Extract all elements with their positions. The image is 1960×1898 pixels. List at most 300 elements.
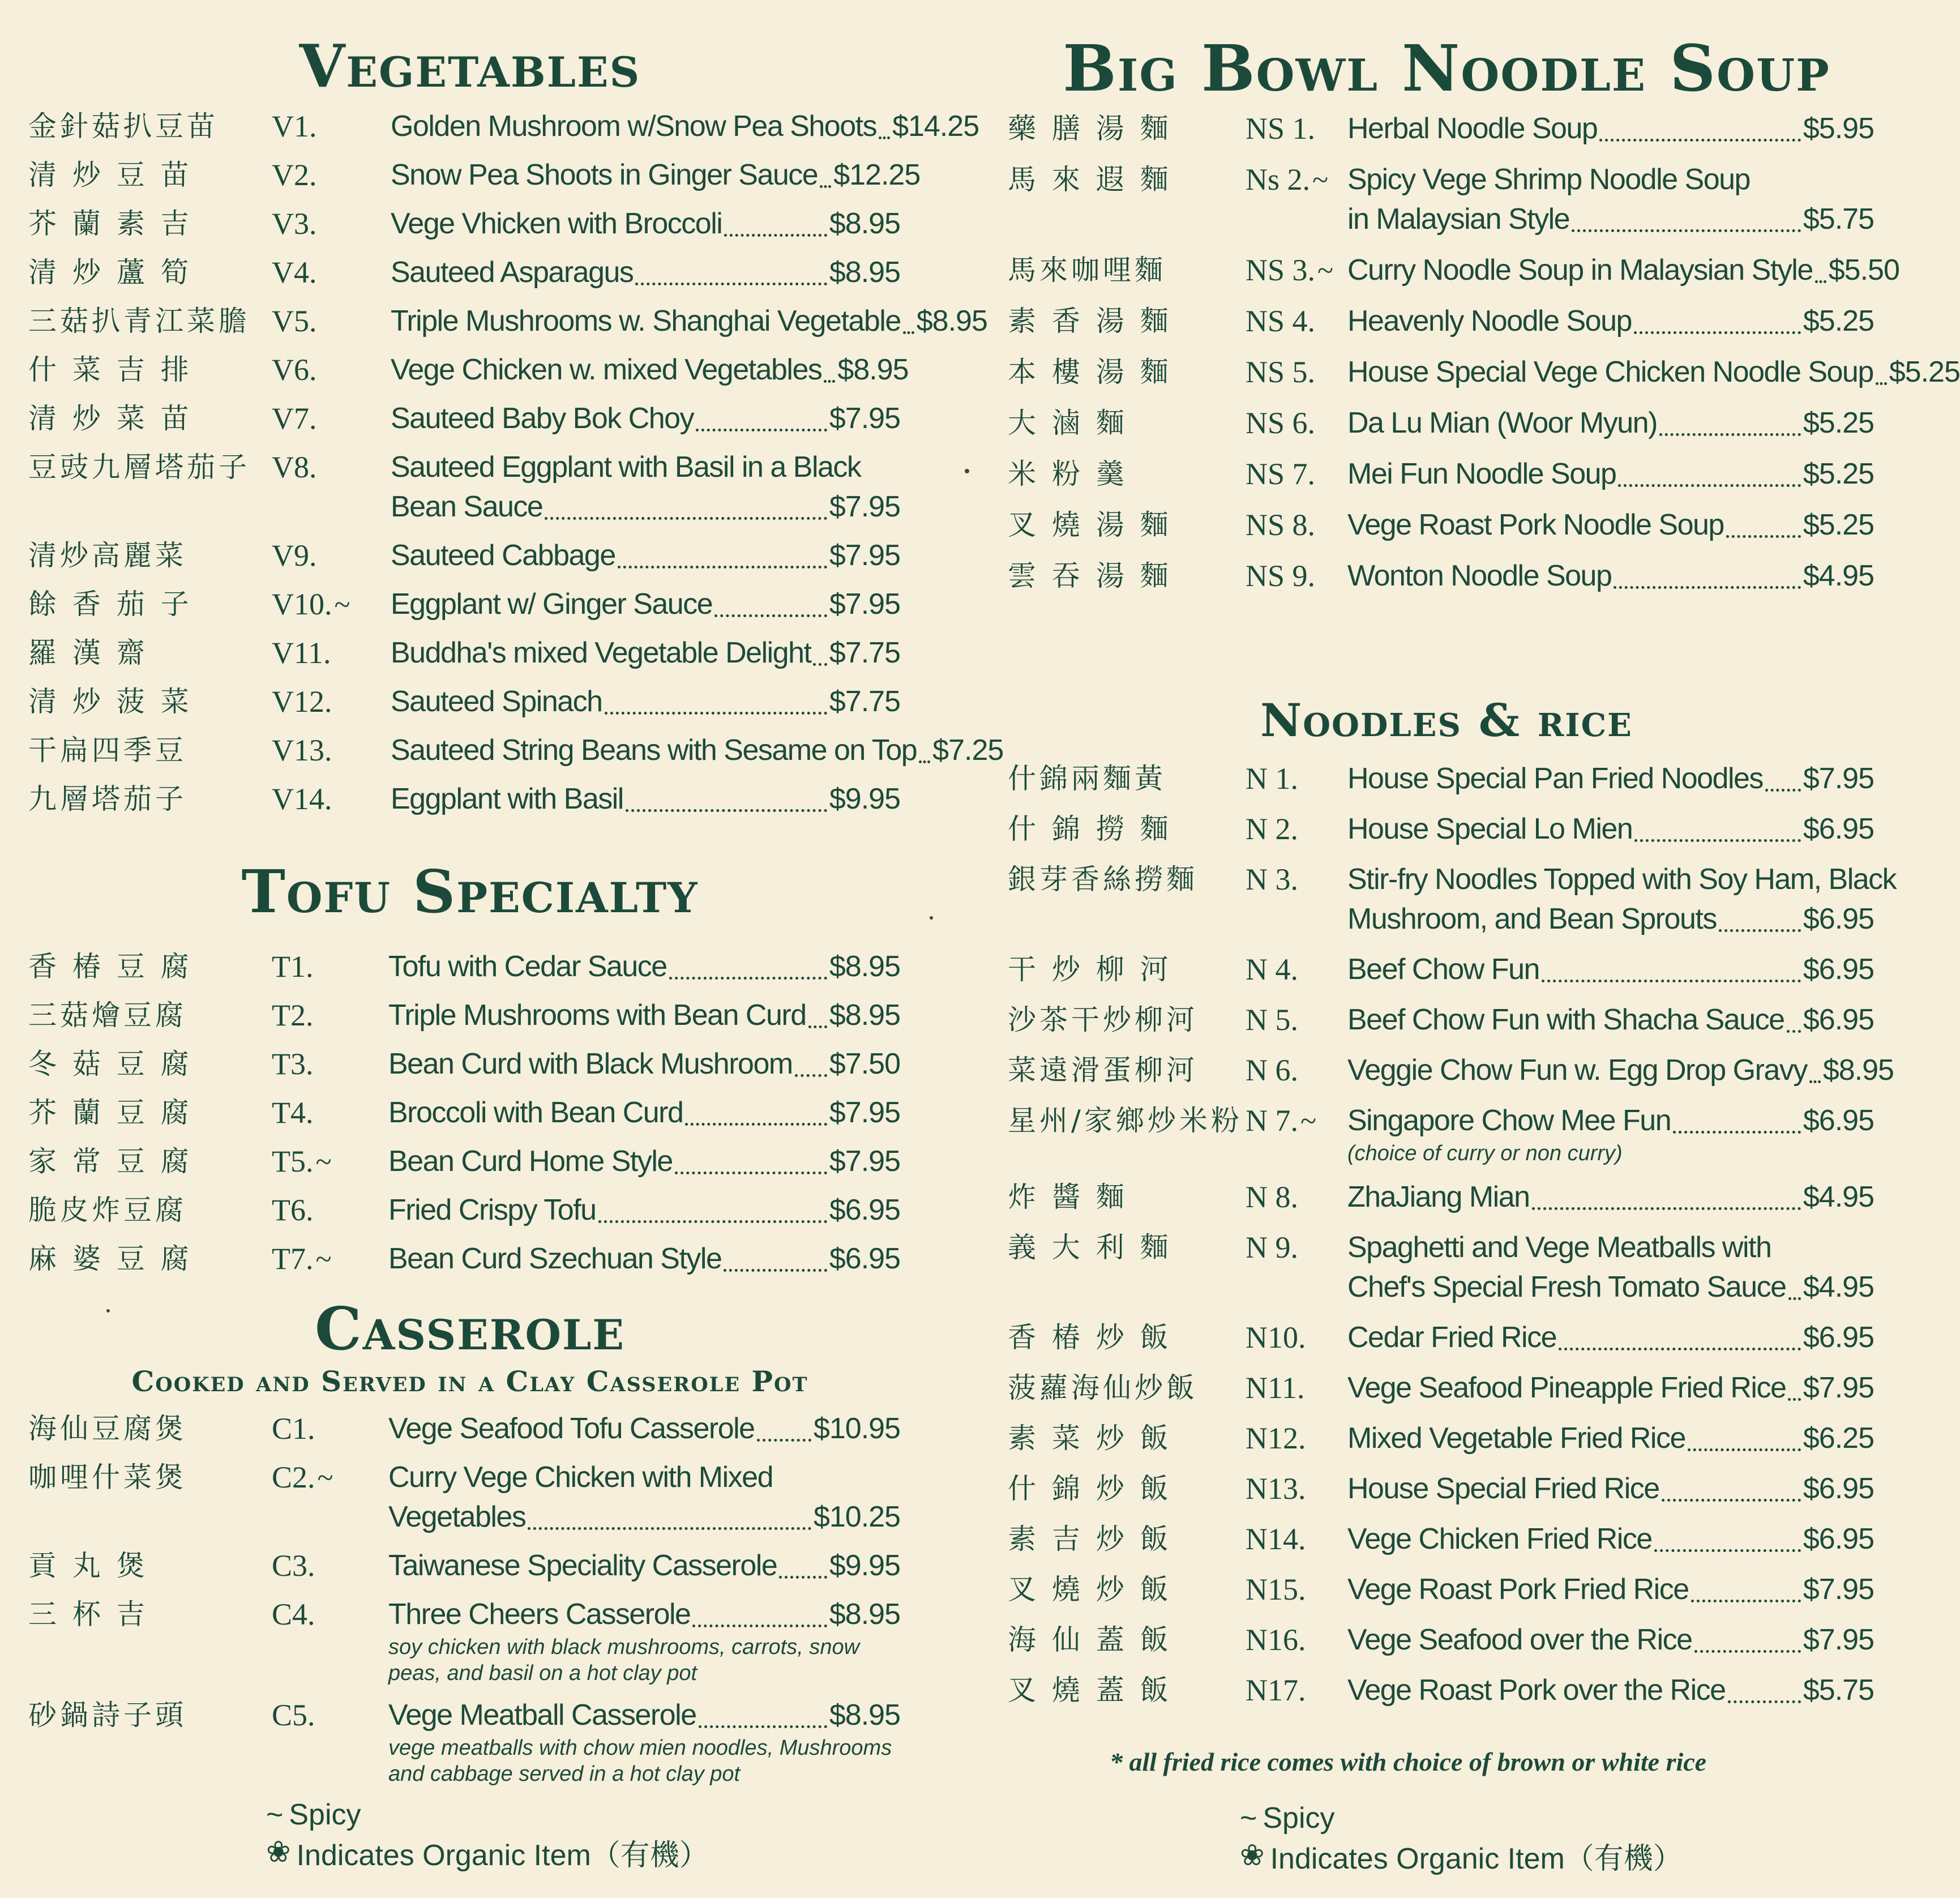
item-code bbox=[1246, 160, 1347, 200]
item-price: $14.25 bbox=[892, 110, 979, 143]
item-name: Vege Chicken Fried Rice bbox=[1347, 1523, 1652, 1555]
item-code-text: NS 8. bbox=[1246, 508, 1316, 542]
item-line bbox=[391, 447, 900, 487]
item-code bbox=[1246, 759, 1347, 798]
item-code-text: C4. bbox=[272, 1597, 315, 1631]
item-code bbox=[272, 1457, 388, 1498]
item-code-text: NS 1. bbox=[1246, 112, 1316, 146]
item-code bbox=[272, 253, 391, 292]
item-name: Bean Curd with Black Mushroom bbox=[388, 1048, 793, 1080]
item-code-text: N 6. bbox=[1246, 1053, 1298, 1087]
item-code-text: T3. bbox=[272, 1047, 314, 1081]
item-price: $9.95 bbox=[829, 1549, 900, 1582]
item-code-text: N12. bbox=[1246, 1421, 1306, 1455]
item-code-text: NS 7. bbox=[1246, 457, 1316, 491]
dot-leader bbox=[724, 234, 827, 237]
menu-item bbox=[1008, 860, 1897, 939]
item-code-text: NS 9. bbox=[1246, 559, 1316, 593]
item-name: Mixed Vegetable Fried Rice bbox=[1347, 1422, 1685, 1455]
item-code-text: T1. bbox=[272, 950, 314, 984]
item-description bbox=[1347, 352, 1960, 392]
item-code bbox=[1246, 301, 1347, 341]
item-line bbox=[1347, 1050, 1894, 1090]
item-price: $10.95 bbox=[813, 1412, 900, 1445]
item-description bbox=[1347, 109, 1874, 148]
menu-item bbox=[28, 1239, 900, 1280]
menu-item bbox=[28, 1695, 900, 1787]
dot-leader bbox=[1673, 1131, 1801, 1134]
item-description bbox=[388, 1190, 900, 1230]
item-description bbox=[388, 1695, 900, 1787]
item-chinese-name: 三菇扒青江菜膽 bbox=[28, 305, 250, 337]
item-code bbox=[272, 1142, 388, 1182]
item-code-text: N 9. bbox=[1246, 1230, 1298, 1264]
item-code-text: N14. bbox=[1246, 1522, 1306, 1556]
item-description bbox=[391, 633, 900, 673]
item-line bbox=[391, 253, 900, 292]
item-line bbox=[388, 1239, 900, 1279]
item-description bbox=[1347, 1620, 1874, 1660]
item-line bbox=[1347, 1228, 1874, 1267]
item-code bbox=[1246, 403, 1347, 443]
item-chinese-name: 清 炒 菠 菜 bbox=[28, 685, 192, 718]
item-code-text: T2. bbox=[272, 998, 314, 1032]
item-code bbox=[1246, 352, 1347, 392]
dot-leader bbox=[1618, 484, 1800, 487]
menu-item bbox=[1008, 556, 1874, 596]
item-name: Fried Crispy Tofu bbox=[388, 1194, 596, 1226]
dot-leader bbox=[1787, 1030, 1801, 1033]
vegetables-title: Vegetables bbox=[299, 31, 641, 101]
item-line bbox=[391, 633, 900, 673]
menu-item bbox=[28, 155, 921, 195]
menu-item bbox=[28, 399, 900, 438]
item-description bbox=[388, 947, 900, 986]
item-price: $5.95 bbox=[1803, 112, 1874, 145]
menu-item bbox=[28, 779, 900, 819]
paper-speck bbox=[965, 469, 969, 473]
dot-leader bbox=[626, 809, 827, 812]
menu-item bbox=[28, 1142, 900, 1182]
item-name: Vege Meatball Casserole bbox=[388, 1699, 696, 1732]
item-price: $6.25 bbox=[1803, 1422, 1874, 1455]
dot-leader bbox=[618, 566, 827, 568]
item-code-text: V7. bbox=[272, 401, 317, 435]
item-name: Vege Vhicken with Broccoli bbox=[391, 207, 722, 240]
item-code bbox=[1246, 250, 1347, 291]
item-name: Heavenly Noodle Soup bbox=[1347, 305, 1632, 337]
item-chinese-name: 菜遠滑蛋柳河 bbox=[1008, 1054, 1198, 1087]
item-price: $7.95 bbox=[829, 490, 900, 523]
item-name: Sauteed Asparagus bbox=[391, 256, 634, 289]
item-code bbox=[272, 399, 391, 438]
item-price: $8.95 bbox=[829, 950, 900, 983]
legend-organic-label: Indicates Organic Item（有機） bbox=[1270, 1842, 1683, 1875]
legend-spicy bbox=[266, 1796, 709, 1833]
item-chinese-name: 砂鍋詩子頭 bbox=[28, 1699, 187, 1732]
item-price: $7.95 bbox=[1803, 762, 1874, 795]
fried-rice-footnote: * all fried rice comes with choice of brown or white rice bbox=[1110, 1747, 1707, 1776]
item-description bbox=[1347, 556, 1874, 596]
menu-item bbox=[28, 301, 987, 341]
menu-item bbox=[1008, 759, 1874, 798]
item-code bbox=[272, 1595, 388, 1634]
item-line bbox=[1347, 403, 1874, 443]
item-line bbox=[1347, 352, 1960, 392]
item-code-text: NS 4. bbox=[1246, 304, 1316, 338]
item-code-text: NS 3. bbox=[1246, 253, 1316, 287]
item-line bbox=[1347, 1267, 1874, 1307]
item-price: $6.95 bbox=[1803, 1523, 1874, 1555]
menu-item bbox=[28, 106, 979, 146]
item-chinese-name: 三菇燴豆腐 bbox=[28, 999, 187, 1032]
item-code bbox=[1246, 860, 1347, 899]
item-note: soy chicken with black mushrooms, carrots, snow peas, and basil on a hot clay pot bbox=[388, 1635, 860, 1685]
item-name: Triple Mushrooms with Bean Curd bbox=[388, 999, 806, 1032]
item-description bbox=[1347, 1570, 1874, 1609]
dot-leader bbox=[1765, 789, 1801, 792]
item-description bbox=[388, 1546, 900, 1585]
item-line bbox=[1347, 1620, 1874, 1660]
item-name: Da Lu Mian (Woor Myun) bbox=[1347, 407, 1657, 439]
item-name: Beef Chow Fun with Shacha Sauce bbox=[1347, 1003, 1784, 1036]
item-line bbox=[388, 1409, 900, 1448]
item-name: Chef's Special Fresh Tomato Sauce bbox=[1347, 1271, 1786, 1303]
item-line bbox=[1347, 454, 1874, 494]
item-chinese-name: 香 椿 豆 腐 bbox=[28, 950, 192, 983]
menu-item bbox=[1008, 1228, 1874, 1307]
item-chinese-name: 什 錦 撈 麵 bbox=[1008, 813, 1172, 845]
item-name: ZhaJiang Mian bbox=[1347, 1181, 1530, 1213]
item-line bbox=[1347, 1000, 1874, 1040]
item-price: $8.95 bbox=[916, 305, 987, 337]
dot-leader bbox=[1815, 280, 1826, 283]
item-code-text: N 8. bbox=[1246, 1180, 1298, 1214]
item-name: Bean Curd Home Style bbox=[388, 1145, 673, 1178]
item-code-text: T4. bbox=[272, 1096, 314, 1130]
item-code bbox=[1246, 109, 1347, 148]
menu-item bbox=[1008, 505, 1874, 545]
legend-spicy-label: Spicy bbox=[1263, 1802, 1335, 1835]
spicy-icon: ~ bbox=[1240, 1802, 1257, 1835]
item-description bbox=[1347, 160, 1874, 239]
menu-item bbox=[1008, 1620, 1874, 1660]
item-price: $6.95 bbox=[1803, 903, 1874, 935]
item-code-text: N13. bbox=[1246, 1472, 1306, 1506]
item-line bbox=[1347, 1519, 1874, 1559]
item-code-text: C1. bbox=[272, 1412, 315, 1446]
item-description bbox=[391, 536, 900, 575]
item-code-text: V3. bbox=[272, 207, 317, 241]
item-name: Sauteed Cabbage bbox=[391, 539, 615, 572]
item-price: $6.95 bbox=[1803, 1472, 1874, 1505]
dot-leader bbox=[808, 1025, 827, 1028]
dot-leader bbox=[1634, 839, 1801, 842]
item-line bbox=[1347, 1570, 1874, 1609]
dot-leader bbox=[1654, 1549, 1801, 1552]
item-description bbox=[391, 399, 900, 438]
item-note: (choice of curry or non curry) bbox=[1347, 1142, 1623, 1165]
item-line bbox=[1347, 759, 1874, 798]
lotus-icon: ❀ bbox=[266, 1835, 291, 1869]
menu-item bbox=[1008, 301, 1874, 341]
item-price: $7.95 bbox=[829, 588, 900, 621]
item-chinese-name: 什 錦 炒 飯 bbox=[1008, 1472, 1172, 1505]
item-code bbox=[272, 584, 391, 625]
dot-leader bbox=[675, 1172, 827, 1174]
spicy-icon: ~ bbox=[315, 1146, 332, 1178]
item-code-text: NS 5. bbox=[1246, 355, 1316, 389]
item-chinese-name: 叉 燒 湯 麵 bbox=[1008, 508, 1172, 541]
item-name: Mei Fun Noodle Soup bbox=[1347, 458, 1616, 490]
item-chinese-name: 海仙豆腐煲 bbox=[28, 1412, 187, 1445]
item-code-text: N 2. bbox=[1246, 812, 1298, 846]
item-code-text: N15. bbox=[1246, 1572, 1306, 1606]
menu-item bbox=[1008, 1670, 1874, 1710]
item-code-text: T7. bbox=[272, 1242, 314, 1276]
item-chinese-name: 麻 婆 豆 腐 bbox=[28, 1242, 192, 1275]
dot-leader bbox=[1614, 586, 1800, 589]
item-chinese-name: 馬來咖哩麵 bbox=[1008, 254, 1166, 287]
item-line bbox=[391, 106, 979, 146]
item-code bbox=[272, 447, 391, 487]
item-code bbox=[272, 1546, 388, 1585]
menu-item bbox=[28, 947, 900, 986]
item-line bbox=[1347, 250, 1899, 290]
item-line bbox=[1347, 1177, 1874, 1217]
dot-leader bbox=[696, 429, 827, 431]
item-code bbox=[272, 1695, 388, 1735]
menu-item bbox=[28, 1409, 900, 1448]
dot-leader bbox=[1542, 980, 1801, 982]
item-code bbox=[1246, 1418, 1347, 1458]
item-code bbox=[272, 1044, 388, 1084]
item-code-text: V6. bbox=[272, 353, 317, 387]
item-code bbox=[272, 633, 391, 673]
item-code bbox=[1246, 1000, 1347, 1040]
item-description bbox=[391, 301, 987, 341]
dot-leader bbox=[1659, 433, 1801, 436]
menu-item bbox=[28, 584, 900, 625]
item-line bbox=[1347, 1368, 1874, 1408]
item-code-text: N 1. bbox=[1246, 762, 1298, 796]
item-description bbox=[1347, 505, 1874, 545]
menu-item bbox=[28, 253, 900, 292]
item-chinese-name: 豆豉九層塔茄子 bbox=[28, 451, 250, 484]
spicy-icon: ~ bbox=[315, 1243, 332, 1276]
menu-item bbox=[28, 682, 900, 721]
menu-item bbox=[1008, 1050, 1894, 1090]
dot-leader bbox=[714, 614, 827, 617]
menu-item bbox=[28, 1457, 900, 1537]
item-price: $7.95 bbox=[1803, 1371, 1874, 1404]
item-description bbox=[391, 779, 900, 819]
item-price: $7.95 bbox=[829, 1145, 900, 1178]
item-code bbox=[1246, 505, 1347, 545]
item-code bbox=[272, 1409, 388, 1448]
item-line bbox=[391, 487, 900, 527]
item-price: $9.95 bbox=[829, 783, 900, 815]
dot-leader bbox=[1788, 1398, 1800, 1401]
menu-item bbox=[1008, 1318, 1874, 1357]
item-line bbox=[391, 584, 900, 624]
item-description bbox=[1347, 1519, 1874, 1559]
item-name: Snow Pea Shoots in Ginger Sauce bbox=[391, 159, 818, 191]
item-code bbox=[272, 204, 391, 243]
item-chinese-name: 叉 燒 蓋 飯 bbox=[1008, 1674, 1172, 1707]
item-price: $6.95 bbox=[1803, 1321, 1874, 1354]
item-code bbox=[272, 682, 391, 721]
item-name: Vege Seafood Tofu Casserole bbox=[388, 1412, 755, 1445]
item-description bbox=[391, 584, 900, 624]
item-code bbox=[1246, 454, 1347, 494]
dot-leader bbox=[605, 712, 827, 715]
item-line bbox=[1347, 301, 1874, 341]
item-line bbox=[391, 204, 900, 243]
item-name: Cedar Fried Rice bbox=[1347, 1321, 1557, 1354]
item-chinese-name: 藥 膳 湯 麵 bbox=[1008, 112, 1172, 145]
noodle-soup-title: Big Bowl Noodle Soup bbox=[1063, 32, 1830, 106]
item-price: $6.95 bbox=[1803, 813, 1874, 845]
item-price: $8.95 bbox=[829, 1699, 900, 1732]
dot-leader bbox=[685, 1123, 827, 1126]
item-name: Sauteed Spinach bbox=[391, 685, 602, 718]
item-description bbox=[391, 730, 1004, 770]
dot-leader bbox=[1719, 929, 1801, 932]
item-name: Vege Roast Pork Noodle Soup bbox=[1347, 508, 1724, 541]
dot-leader bbox=[1809, 1080, 1821, 1083]
menu-item bbox=[28, 995, 900, 1035]
dot-leader bbox=[813, 663, 827, 666]
item-code-text: NS 6. bbox=[1246, 406, 1316, 440]
item-description bbox=[1347, 1469, 1874, 1508]
item-name: Golden Mushroom w/Snow Pea Shoots bbox=[391, 110, 877, 143]
item-line bbox=[388, 1190, 900, 1230]
item-description bbox=[1347, 809, 1874, 849]
item-line bbox=[1347, 809, 1874, 849]
legend-right bbox=[1240, 1799, 1683, 1874]
item-description bbox=[388, 995, 900, 1035]
item-line bbox=[388, 1457, 900, 1497]
menu-item bbox=[28, 447, 900, 527]
item-name: House Special Vege Chicken Noodle Soup bbox=[1347, 356, 1873, 388]
item-price: $5.25 bbox=[1803, 305, 1874, 337]
item-price: $4.95 bbox=[1803, 1271, 1874, 1303]
item-name: Vege Roast Pork over the Rice bbox=[1347, 1674, 1726, 1707]
item-code bbox=[1246, 1050, 1347, 1090]
item-code bbox=[272, 779, 391, 819]
item-code-text: V8. bbox=[272, 450, 317, 484]
item-price: $6.95 bbox=[829, 1194, 900, 1226]
item-chinese-name: 清 炒 蘆 筍 bbox=[28, 256, 192, 289]
item-name: Eggplant with Basil bbox=[391, 783, 623, 815]
item-description bbox=[388, 1409, 900, 1448]
item-code bbox=[272, 536, 391, 575]
item-line bbox=[1347, 505, 1874, 545]
item-price: $8.95 bbox=[829, 1598, 900, 1631]
dot-leader bbox=[1688, 1448, 1801, 1451]
dot-leader bbox=[1599, 139, 1801, 142]
item-line bbox=[391, 301, 987, 341]
item-description bbox=[1347, 950, 1874, 989]
casserole-subtitle: Cooked and Served in a Clay Casserole Pot bbox=[131, 1365, 808, 1398]
item-chinese-name: 三 杯 吉 bbox=[28, 1598, 148, 1631]
item-code bbox=[1246, 950, 1347, 989]
item-price: $5.75 bbox=[1803, 1674, 1874, 1707]
item-description bbox=[1347, 1318, 1874, 1357]
menu-item bbox=[1008, 1519, 1874, 1559]
item-chinese-name: 冬 菇 豆 腐 bbox=[28, 1048, 192, 1080]
legend-spicy-label: Spicy bbox=[289, 1798, 361, 1831]
item-price: $5.75 bbox=[1803, 203, 1874, 236]
item-price: $8.95 bbox=[829, 999, 900, 1032]
item-chinese-name: 羅 漢 齋 bbox=[28, 636, 148, 669]
item-code bbox=[1246, 1570, 1347, 1609]
item-code-text: V11. bbox=[272, 636, 331, 670]
spicy-icon: ~ bbox=[1312, 164, 1329, 196]
item-description bbox=[1347, 1670, 1874, 1710]
menu-item bbox=[28, 1595, 900, 1686]
item-chinese-name: 海 仙 蓋 飯 bbox=[1008, 1623, 1172, 1656]
item-chinese-name: 金針菇扒豆苗 bbox=[28, 110, 219, 143]
item-line bbox=[1347, 899, 1874, 939]
item-name: House Special Lo Mien bbox=[1347, 813, 1633, 845]
legend-left bbox=[266, 1796, 709, 1871]
item-price: $5.25 bbox=[1803, 508, 1874, 541]
item-code bbox=[272, 1239, 388, 1280]
dot-leader bbox=[1559, 1348, 1801, 1350]
item-description bbox=[1347, 1050, 1894, 1090]
item-line bbox=[1347, 1418, 1874, 1458]
item-code-text: V9. bbox=[272, 538, 317, 572]
spicy-icon: ~ bbox=[1317, 255, 1334, 287]
menu-item bbox=[1008, 1000, 1874, 1040]
item-description bbox=[1347, 301, 1874, 341]
item-chinese-name: 本 樓 湯 麵 bbox=[1008, 356, 1172, 388]
item-chinese-name: 銀芽香絲撈麵 bbox=[1008, 863, 1198, 896]
menu-item bbox=[1008, 403, 1874, 443]
item-code bbox=[1246, 1318, 1347, 1357]
item-line bbox=[1347, 950, 1874, 989]
item-price: $7.95 bbox=[829, 539, 900, 572]
item-name: Vege Seafood over the Rice bbox=[1347, 1623, 1692, 1656]
item-name: Herbal Noodle Soup bbox=[1347, 112, 1598, 145]
dot-leader bbox=[692, 1625, 827, 1627]
item-code-text: N 7. bbox=[1246, 1104, 1298, 1138]
item-line bbox=[1347, 160, 1874, 199]
item-name: Three Cheers Casserole bbox=[388, 1598, 691, 1631]
item-name: Sauteed Eggplant with Basil in a Black bbox=[391, 451, 861, 484]
dot-leader bbox=[699, 1725, 827, 1728]
item-code bbox=[1246, 1620, 1347, 1660]
item-line bbox=[1347, 860, 1897, 899]
item-line bbox=[388, 995, 900, 1035]
item-code bbox=[1246, 1101, 1347, 1142]
lotus-icon: ❀ bbox=[1240, 1839, 1265, 1873]
menu-item bbox=[28, 1546, 900, 1585]
paper-speck bbox=[106, 1309, 110, 1313]
item-code-text: V12. bbox=[272, 685, 332, 719]
left-column bbox=[28, 0, 1004, 1898]
item-description bbox=[1347, 454, 1874, 494]
menu-item bbox=[1008, 809, 1874, 849]
item-name: Curry Vege Chicken with Mixed bbox=[388, 1461, 773, 1494]
item-chinese-name: 什 菜 吉 排 bbox=[28, 353, 192, 386]
item-price: $7.75 bbox=[829, 636, 900, 669]
item-chinese-name: 馬 來 遐 麵 bbox=[1008, 163, 1172, 196]
item-name: Spaghetti and Vege Meatballs with bbox=[1347, 1231, 1771, 1264]
item-name: Broccoli with Bean Curd bbox=[388, 1096, 683, 1129]
